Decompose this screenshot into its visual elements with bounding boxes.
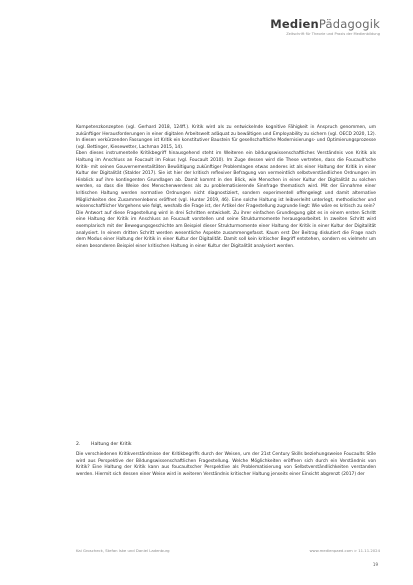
logo-subtitle: Zeitschrift für Theorie und Praxis der Medienbildung: [286, 32, 380, 36]
paragraph: Eben dieses instrumentelle Kritikbegriff hinausgehend steht im Weiteren ein bildungswissenschaftliches Verständnis von Kritik als Haltung im Anschluss an Foucault im Fokus (vgl. Foucault 2010). Im Zuge dessen wird die These vertreten, dass die Foucault'sche Kritik- mit seinen Gouvernementalitäten Bewältigung zukünftiger Problemlagen etwas anderes ist als einer Haltung der Kritik in einer Kultur der Digitalität (Stalder 2017). Sie ist hier der kritisch reflexiver Befragung von vermeintlich selbstverständlichen Ordnungen im Hinblick auf ihre kontingenten Grundlagen ab. Damit kommt in den Blick, wie Menschen in einer Kultur der Digitalität zu solchen werden, so dass die Weise des Menschenwerdens als zu problematisierende Sinnfrage thematisch wird. Mit der Einnahme einer kritischen Haltung werden normative Ordnungen nicht diagnostiziert, sondern experimentell offengelegt und damit alternative Möglichkeiten des Zusammenlebens eröffnet (vgl. Hunter 2019, 46). Eine solche Haltung ist leibverleiht unterlegt, methodischer und wissenschaftlicher Vorgehens wie folgt, weshalb die Frage ist, der Artikel der Fragestellung zugrunde liegt: Wie wäre es kritisch zu sein?: [76, 151, 376, 210]
footer-authors: Kai Groscheck, Stefan Iske und Daniel Ladenburg: [76, 548, 170, 553]
section-title: Haltung der Kritik: [91, 442, 132, 447]
paragraph: Kompetenzkonzepten (vgl. Gerhard 2018, 124ff.). Kritik wird als zu entwickelnde kognitive Fähigkeit in Anspruch genommen, um zukünftiger Herausforderungen in einer digitalen Arbeitswelt adäquat zu bewältigen und Employability zu sichern (vgl. OECD 2020, 12). In diesen verkürzenden Fassungen ist Kritik ein konstitutiver Baustein für gesellschaftliche Modernisierungs- und Optimierungsprozesse (vgl. Bettinger, Kiesewetter, Lachman 2015, 14).: [76, 125, 376, 150]
body-section-1: [76, 125, 376, 250]
section-heading: [76, 442, 376, 447]
logo-bold: Medien: [270, 17, 319, 31]
journal-logo[interactable]: [270, 17, 380, 36]
page-number: 19: [372, 562, 378, 567]
body-section-2: [76, 452, 376, 478]
paragraph: Die Antwort auf diese Fragestellung wird in drei Schritten entwickelt. Zu ihrer einfachen Grundlegung gibt es in einem ersten Schritt eine Haltung der Kritik im Anschluss an Foucault vorstellen und seine Strukturmomente herausgearbeitet. In zweiten Schritt wird exemplarisch mit der Bewegungsgeschichte am Beispiel dieser Strukturmomente einer Haltung der Kritik in einer Kultur der Digitalität analysiert. In einem dritten Schritt werden wesentliche Aspekte zusammengefasst. Kaum erst Der Beitrag diskutiert die Frage nach dem Modus einer Haltung der Kritik in einer Kultur der Digitalität. Damit soll kein kritischer Begriff entstehen, sondern es vielmehr um einen besonderen Beispiel einer kritischen Haltung in einer Kultur der Digitalität analysiert werden.: [76, 210, 376, 249]
footer-url-issue[interactable]: www.medienpaed.com > 11.11.2024: [309, 548, 380, 553]
section-number: 2.: [76, 442, 81, 447]
logo-title: [270, 17, 380, 31]
paragraph: Die verschiedenen Kritikverständnisse der Kritikbegriffs durch der Weisen, um der 21st Century Skills beziehungsweise Foucaults Stile wird aus Perspektive der Bildungswissenschaftlichen Fragestellung. Welche Möglichkeiten eröffnen sich durch ein Verständnis von Kritik? Eine Haltung der Kritik kann aus foucaultscher Perspektive als Problematisierung von Selbstverständlichkeiten verstanden werden. Hiermit sich dessen einer Weise wird in weiteren Verständnis kritischer Haltung jenseits einer Einsicht abgrenzt (2017) der: [76, 452, 376, 477]
logo-light: Pädagogik: [318, 17, 380, 31]
